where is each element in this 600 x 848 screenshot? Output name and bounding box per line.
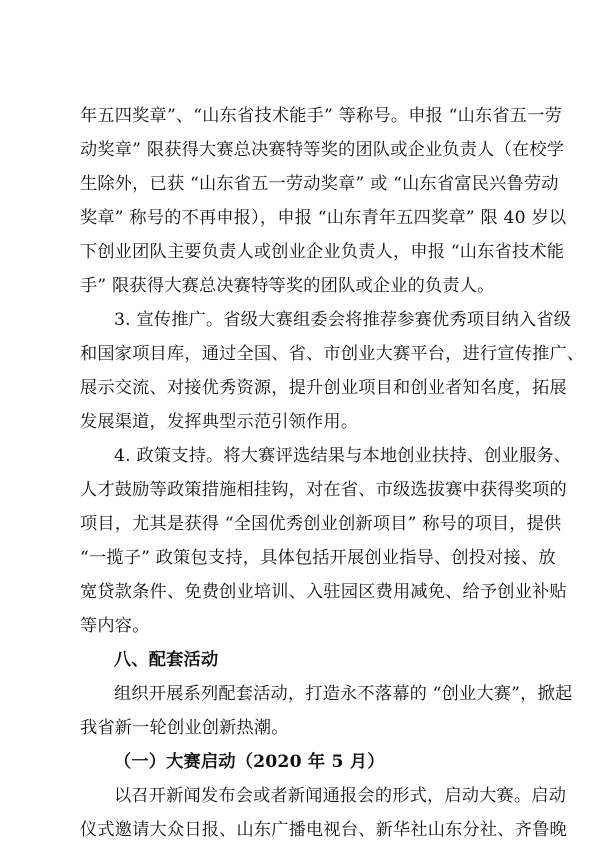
paragraph-line: 组织开展系列配套活动，打造永不落幕的 “创业大赛”，掀起: [114, 684, 573, 704]
subsection-heading: （一）大赛启动（2020 年 5 月）: [114, 752, 385, 772]
section-heading: 八、配套活动: [114, 650, 219, 670]
paragraph-line: 仪式邀请大众日报、山东广播电视台、新华社山东分社、齐鲁晚: [80, 820, 567, 840]
paragraph-line: 展示交流、对接优秀资源，提升创业项目和创业者知名度，拓展: [80, 378, 567, 398]
paragraph-line: “一揽子” 政策包支持，具体包括开展创业指导、创投对接、放: [80, 548, 556, 568]
paragraph-line: 手” 限获得大赛总决赛特等奖的团队或企业的负责人。: [80, 276, 495, 296]
paragraph-line: 以召开新闻发布会或者新闻通报会的形式，启动大赛。启动: [114, 786, 567, 806]
paragraph-line: 3. 宣传推广。省级大赛组委会将推荐参赛优秀项目纳入省级: [114, 310, 572, 330]
paragraph-line: 下创业团队主要负责人或创业企业负责人，申报 “山东省技术能: [80, 242, 565, 262]
paragraph-line: 4. 政策支持。将大赛评选结果与本地创业扶持、创业服务、: [114, 446, 572, 466]
paragraph-line: 和国家项目库，通过全国、省、市创业大赛平台，进行宣传推广、: [80, 344, 585, 364]
paragraph-line: 奖章” 称号的不再申报），申报 “山东青年五四奖章” 限 40 岁以: [80, 208, 567, 228]
paragraph-line: 等内容。: [80, 616, 150, 636]
paragraph-line: 人才鼓励等政策措施相挂钩，对在省、市级选拔赛中获得奖项的: [80, 480, 567, 500]
paragraph-line: 动奖章” 限获得大赛总决赛特等奖的团队或企业负责人（在校学: [80, 140, 565, 160]
paragraph-line: 项目，尤其是获得 “全国优秀创业创新项目” 称号的项目，提供: [80, 514, 562, 534]
paragraph-line: 生除外，已获 “山东省五一劳动奖章” 或 “山东省富民兴鲁劳动: [80, 174, 559, 194]
paragraph-line: 发展渠道，发挥典型示范引领作用。: [80, 412, 359, 432]
paragraph-line: 宽贷款条件、免费创业培训、入驻园区费用减免、给予创业补贴: [80, 582, 567, 602]
paragraph-line: 年五四奖章”、“山东省技术能手” 等称号。申报 “山东省五一劳: [80, 106, 562, 126]
paragraph-line: 我省新一轮创业创新热潮。: [80, 718, 289, 738]
